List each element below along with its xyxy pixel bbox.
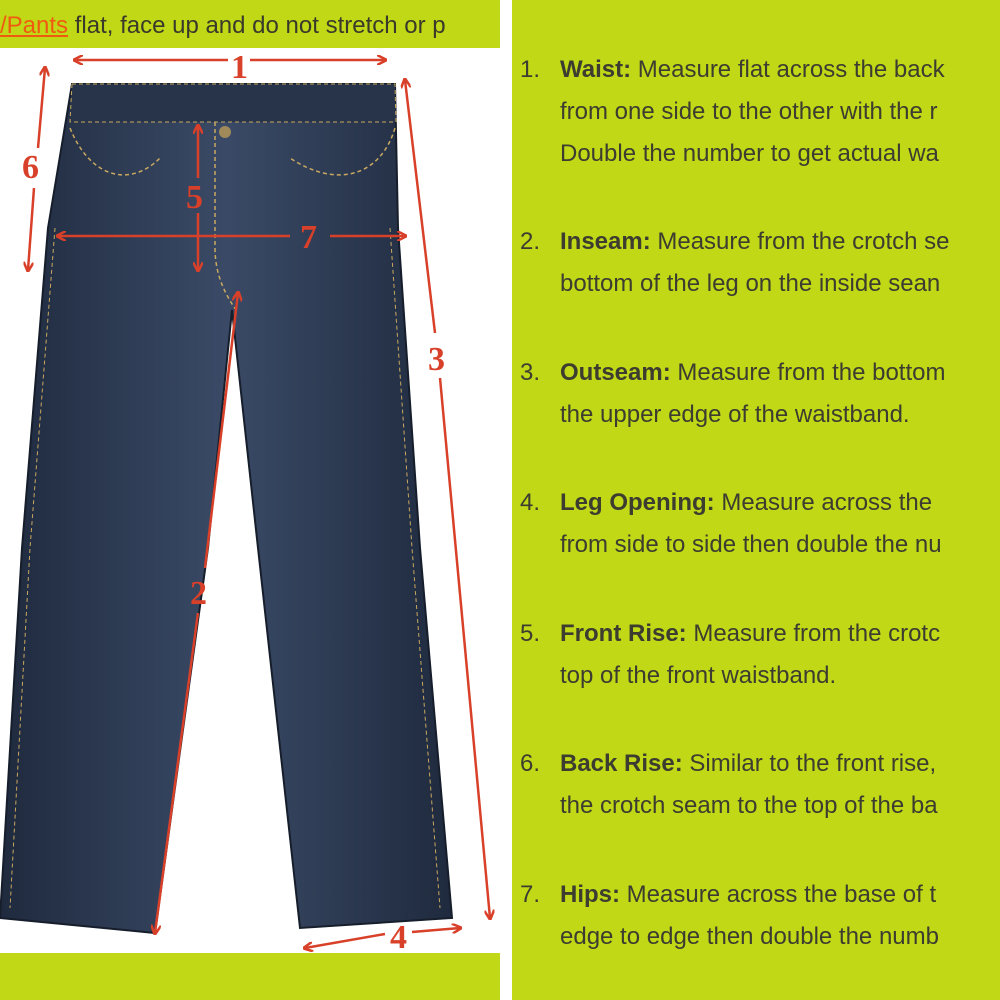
panel-divider — [500, 0, 512, 1000]
jeans-button — [219, 126, 231, 138]
header-strip — [0, 0, 500, 48]
jeans-body — [0, 84, 452, 933]
jeans-diagram — [0, 48, 500, 953]
header-rest: flat, face up and do not stretch or p — [68, 12, 446, 39]
arrow-4-left — [305, 934, 385, 948]
label-2: 2 — [190, 575, 207, 612]
arrow-6-up — [38, 68, 45, 148]
instructions-panel: 1. Waist: Measure flat across the back from one side to the other with the r Double the number to get actual wa 2. Inseam: Measure from the crotch se bottom of the leg on the inside sean 3. Outseam: Measure from the bottom the upper edge of the waistband. 4. Leg Opening: Measure across the from side to side then double the nu 5. Front Rise: Measure from the crotc top of the front waistband. 6. Back Rise: Similar to the front rise, the crotch seam to the top of the ba 7. Hips: Measure across the base of t edge to edge then double the numb — [512, 0, 1000, 1000]
label-1: 1 — [231, 49, 248, 86]
pants-link[interactable]: /Pants — [0, 12, 69, 39]
label-4: 4 — [390, 919, 407, 953]
label-5: 5 — [186, 179, 203, 216]
jeans-photo — [0, 48, 500, 953]
arrow-3-up — [405, 80, 435, 333]
label-3: 3 — [428, 341, 445, 378]
label-7: 7 — [300, 219, 317, 256]
arrow-6-down — [28, 188, 34, 270]
arrow-3-down — [440, 378, 490, 918]
waistband — [70, 84, 396, 122]
arrow-4-right — [412, 928, 460, 932]
label-6: 6 — [22, 149, 39, 186]
header-text — [0, 12, 446, 40]
